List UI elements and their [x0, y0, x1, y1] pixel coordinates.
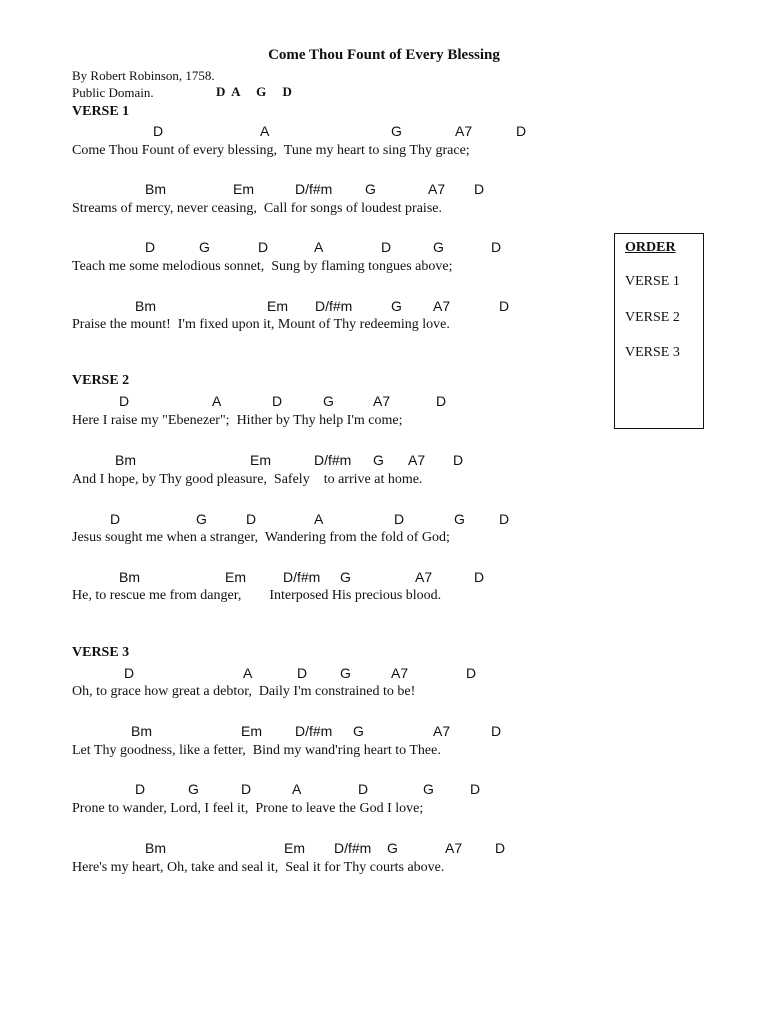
chord: G	[323, 393, 334, 409]
chord: G	[188, 781, 199, 797]
chord: G	[454, 511, 465, 527]
verse-3-line-3-chords	[0, 781, 600, 799]
chord: D	[258, 239, 269, 255]
chord: Em	[250, 452, 271, 468]
chord: A	[314, 511, 324, 527]
chord: D	[470, 781, 481, 797]
chord: G	[340, 569, 351, 585]
song-license: Public Domain.	[72, 85, 154, 100]
verse-3-line-4-lyric: Here's my heart, Oh, take and seal it, Seal it for Thy courts above.	[72, 860, 445, 875]
verse-1-line-4-chords	[0, 298, 600, 316]
chord: Em	[267, 298, 288, 314]
chord: G	[433, 239, 444, 255]
chord: Bm	[119, 569, 140, 585]
verse-3-line-2-chords	[0, 723, 600, 741]
chord: A7	[415, 569, 433, 585]
order-item: VERSE 2	[625, 310, 680, 325]
chord: D/f#m	[314, 452, 352, 468]
chord: D	[381, 239, 392, 255]
order-box	[614, 233, 704, 429]
chord: D	[246, 511, 257, 527]
chord: D	[145, 239, 156, 255]
chord: A7	[433, 298, 451, 314]
song-title	[0, 47, 768, 64]
chord: G	[353, 723, 364, 739]
chord: G	[387, 840, 398, 856]
chord: Bm	[135, 298, 156, 314]
song-author: By Robert Robinson, 1758.	[72, 68, 215, 83]
chord: D	[297, 665, 308, 681]
chord: Bm	[145, 181, 166, 197]
verse-3-heading: VERSE 3	[72, 645, 130, 660]
chord: D	[474, 181, 485, 197]
chord: D/f#m	[315, 298, 353, 314]
chord: D	[495, 840, 506, 856]
chord: D	[124, 665, 135, 681]
verse-3-line-2-lyric: Let Thy goodness, like a fetter, Bind my wand'ring heart to Thee.	[72, 743, 441, 758]
chord: Bm	[145, 840, 166, 856]
verse-2-line-1-chords	[0, 393, 600, 411]
chord: Em	[225, 569, 246, 585]
verse-2-line-3-chords	[0, 511, 600, 529]
chord: G	[340, 665, 351, 681]
chord: A	[260, 123, 270, 139]
song-title-text: Come Thou Fount of Every Blessing	[268, 47, 500, 63]
verse-2-line-3-lyric: Jesus sought me when a stranger, Wandering from the fold of God;	[72, 530, 450, 545]
chord: D	[272, 393, 283, 409]
chord: G	[196, 511, 207, 527]
verse-1-line-1-lyric: Come Thou Fount of every blessing, Tune my heart to sing Thy grace;	[72, 143, 470, 158]
chord: A7	[408, 452, 426, 468]
verse-1-line-1-chords	[0, 123, 600, 141]
chord: D	[516, 123, 527, 139]
chord: G	[373, 452, 384, 468]
verse-1-line-2-lyric: Streams of mercy, never ceasing, Call for songs of loudest praise.	[72, 201, 442, 216]
chord: D	[466, 665, 477, 681]
chord: A	[243, 665, 253, 681]
verse-2-line-2-lyric: And I hope, by Thy good pleasure, Safely to arrive at home.	[72, 472, 423, 487]
verse-1-line-4-lyric: Praise the mount! I'm fixed upon it, Mount of Thy redeeming love.	[72, 317, 450, 332]
chord: D	[119, 393, 130, 409]
chord: D	[358, 781, 369, 797]
chord: D	[499, 298, 510, 314]
chord: A	[212, 393, 222, 409]
chord: A7	[433, 723, 451, 739]
chord: G	[391, 123, 402, 139]
chord: Bm	[131, 723, 152, 739]
chord: D	[135, 781, 146, 797]
verse-1-line-3-chords	[0, 239, 600, 257]
chord: Em	[284, 840, 305, 856]
verse-2-line-1-lyric: Here I raise my "Ebenezer"; Hither by Thy help I'm come;	[72, 413, 403, 428]
chord: D/f#m	[283, 569, 321, 585]
verse-3-line-3-lyric: Prone to wander, Lord, I feel it, Prone to leave the God I love;	[72, 801, 424, 816]
verse-3-line-4-chords	[0, 840, 600, 858]
verse-3-line-1-chords	[0, 665, 600, 683]
chord: D	[491, 239, 502, 255]
chord: D	[241, 781, 252, 797]
key-chord-progression: D A G D	[216, 84, 292, 99]
chord: G	[199, 239, 210, 255]
chord: A7	[391, 665, 409, 681]
verse-2-line-4-chords	[0, 569, 600, 587]
chord: G	[391, 298, 402, 314]
chord: D	[153, 123, 164, 139]
chord: A7	[455, 123, 473, 139]
chord: D	[474, 569, 485, 585]
verse-2-line-4-lyric: He, to rescue me from danger, Interposed His precious blood.	[72, 588, 442, 603]
verse-1-line-3-lyric: Teach me some melodious sonnet, Sung by flaming tongues above;	[72, 259, 453, 274]
chord: D	[436, 393, 447, 409]
chord: D/f#m	[295, 723, 333, 739]
chord: D	[110, 511, 121, 527]
chord: A7	[428, 181, 446, 197]
verse-1-heading: VERSE 1	[72, 104, 130, 119]
chord: A7	[373, 393, 391, 409]
chord: A	[314, 239, 324, 255]
chord: Bm	[115, 452, 136, 468]
chord: Em	[241, 723, 262, 739]
chord: A	[292, 781, 302, 797]
verse-3-line-1-lyric: Oh, to grace how great a debtor, Daily I'm constrained to be!	[72, 684, 416, 699]
verse-2-line-2-chords	[0, 452, 600, 470]
chord: G	[423, 781, 434, 797]
chord: D	[453, 452, 464, 468]
order-title: ORDER	[625, 240, 676, 255]
chord: D/f#m	[334, 840, 372, 856]
chord: D/f#m	[295, 181, 333, 197]
chord: Em	[233, 181, 254, 197]
order-item: VERSE 3	[625, 345, 680, 360]
chord: D	[394, 511, 405, 527]
chord: D	[491, 723, 502, 739]
order-item: VERSE 1	[625, 274, 680, 289]
verse-1-line-2-chords	[0, 181, 600, 199]
verse-2-heading: VERSE 2	[72, 373, 130, 388]
chord: G	[365, 181, 376, 197]
chord: A7	[445, 840, 463, 856]
chord: D	[499, 511, 510, 527]
